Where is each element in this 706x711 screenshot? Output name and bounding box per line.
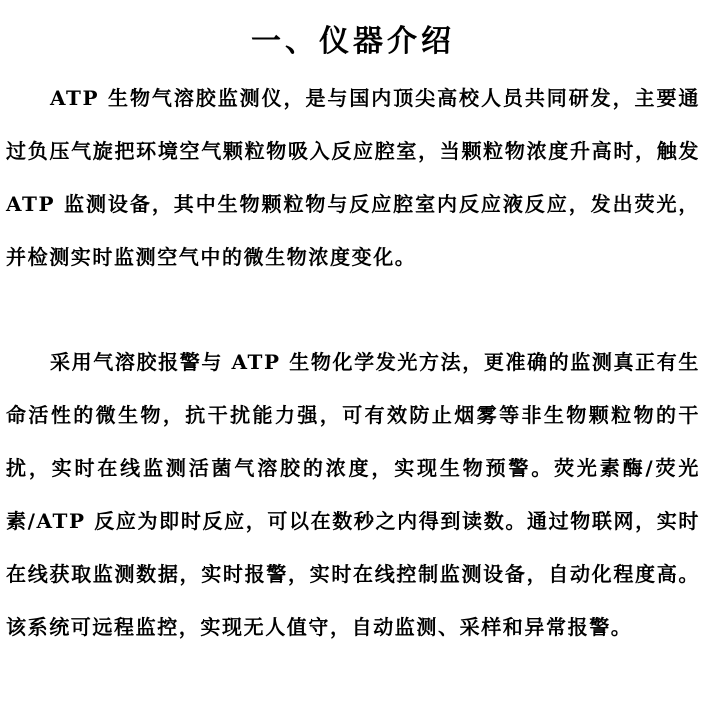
- section-title: 一、仪器介绍: [251, 24, 455, 59]
- paragraph-intro: ATP 生物气溶胶监测仪，是与国内顶尖高校人员共同研发，主要通过负压气旋把环境空气颗粒物吸入反应腔室，当颗粒物浓度升高时，触发 ATP 监测设备，其中生物颗粒物与反应腔室内反应液反应，发出荧光，并检测实时监测空气中的微生物浓度变化。: [6, 86, 700, 269]
- paragraph-method: 采用气溶胶报警与 ATP 生物化学发光方法，更准确的监测真正有生命活性的微生物，抗干扰能力强，可有效防止烟雾等非生物颗粒物的干扰，实时在线监测活菌气溶胶的浓度，实现生物预警。荧光素酶/荧光素/ATP 反应为即时反应，可以在数秒之内得到读数。通过物联网，实时在线获取监测数据，实时报警，实时在线控制监测设备，自动化程度高。该系统可远程监控，实现无人值守，自动监测、采样和异常报警。: [6, 350, 700, 639]
